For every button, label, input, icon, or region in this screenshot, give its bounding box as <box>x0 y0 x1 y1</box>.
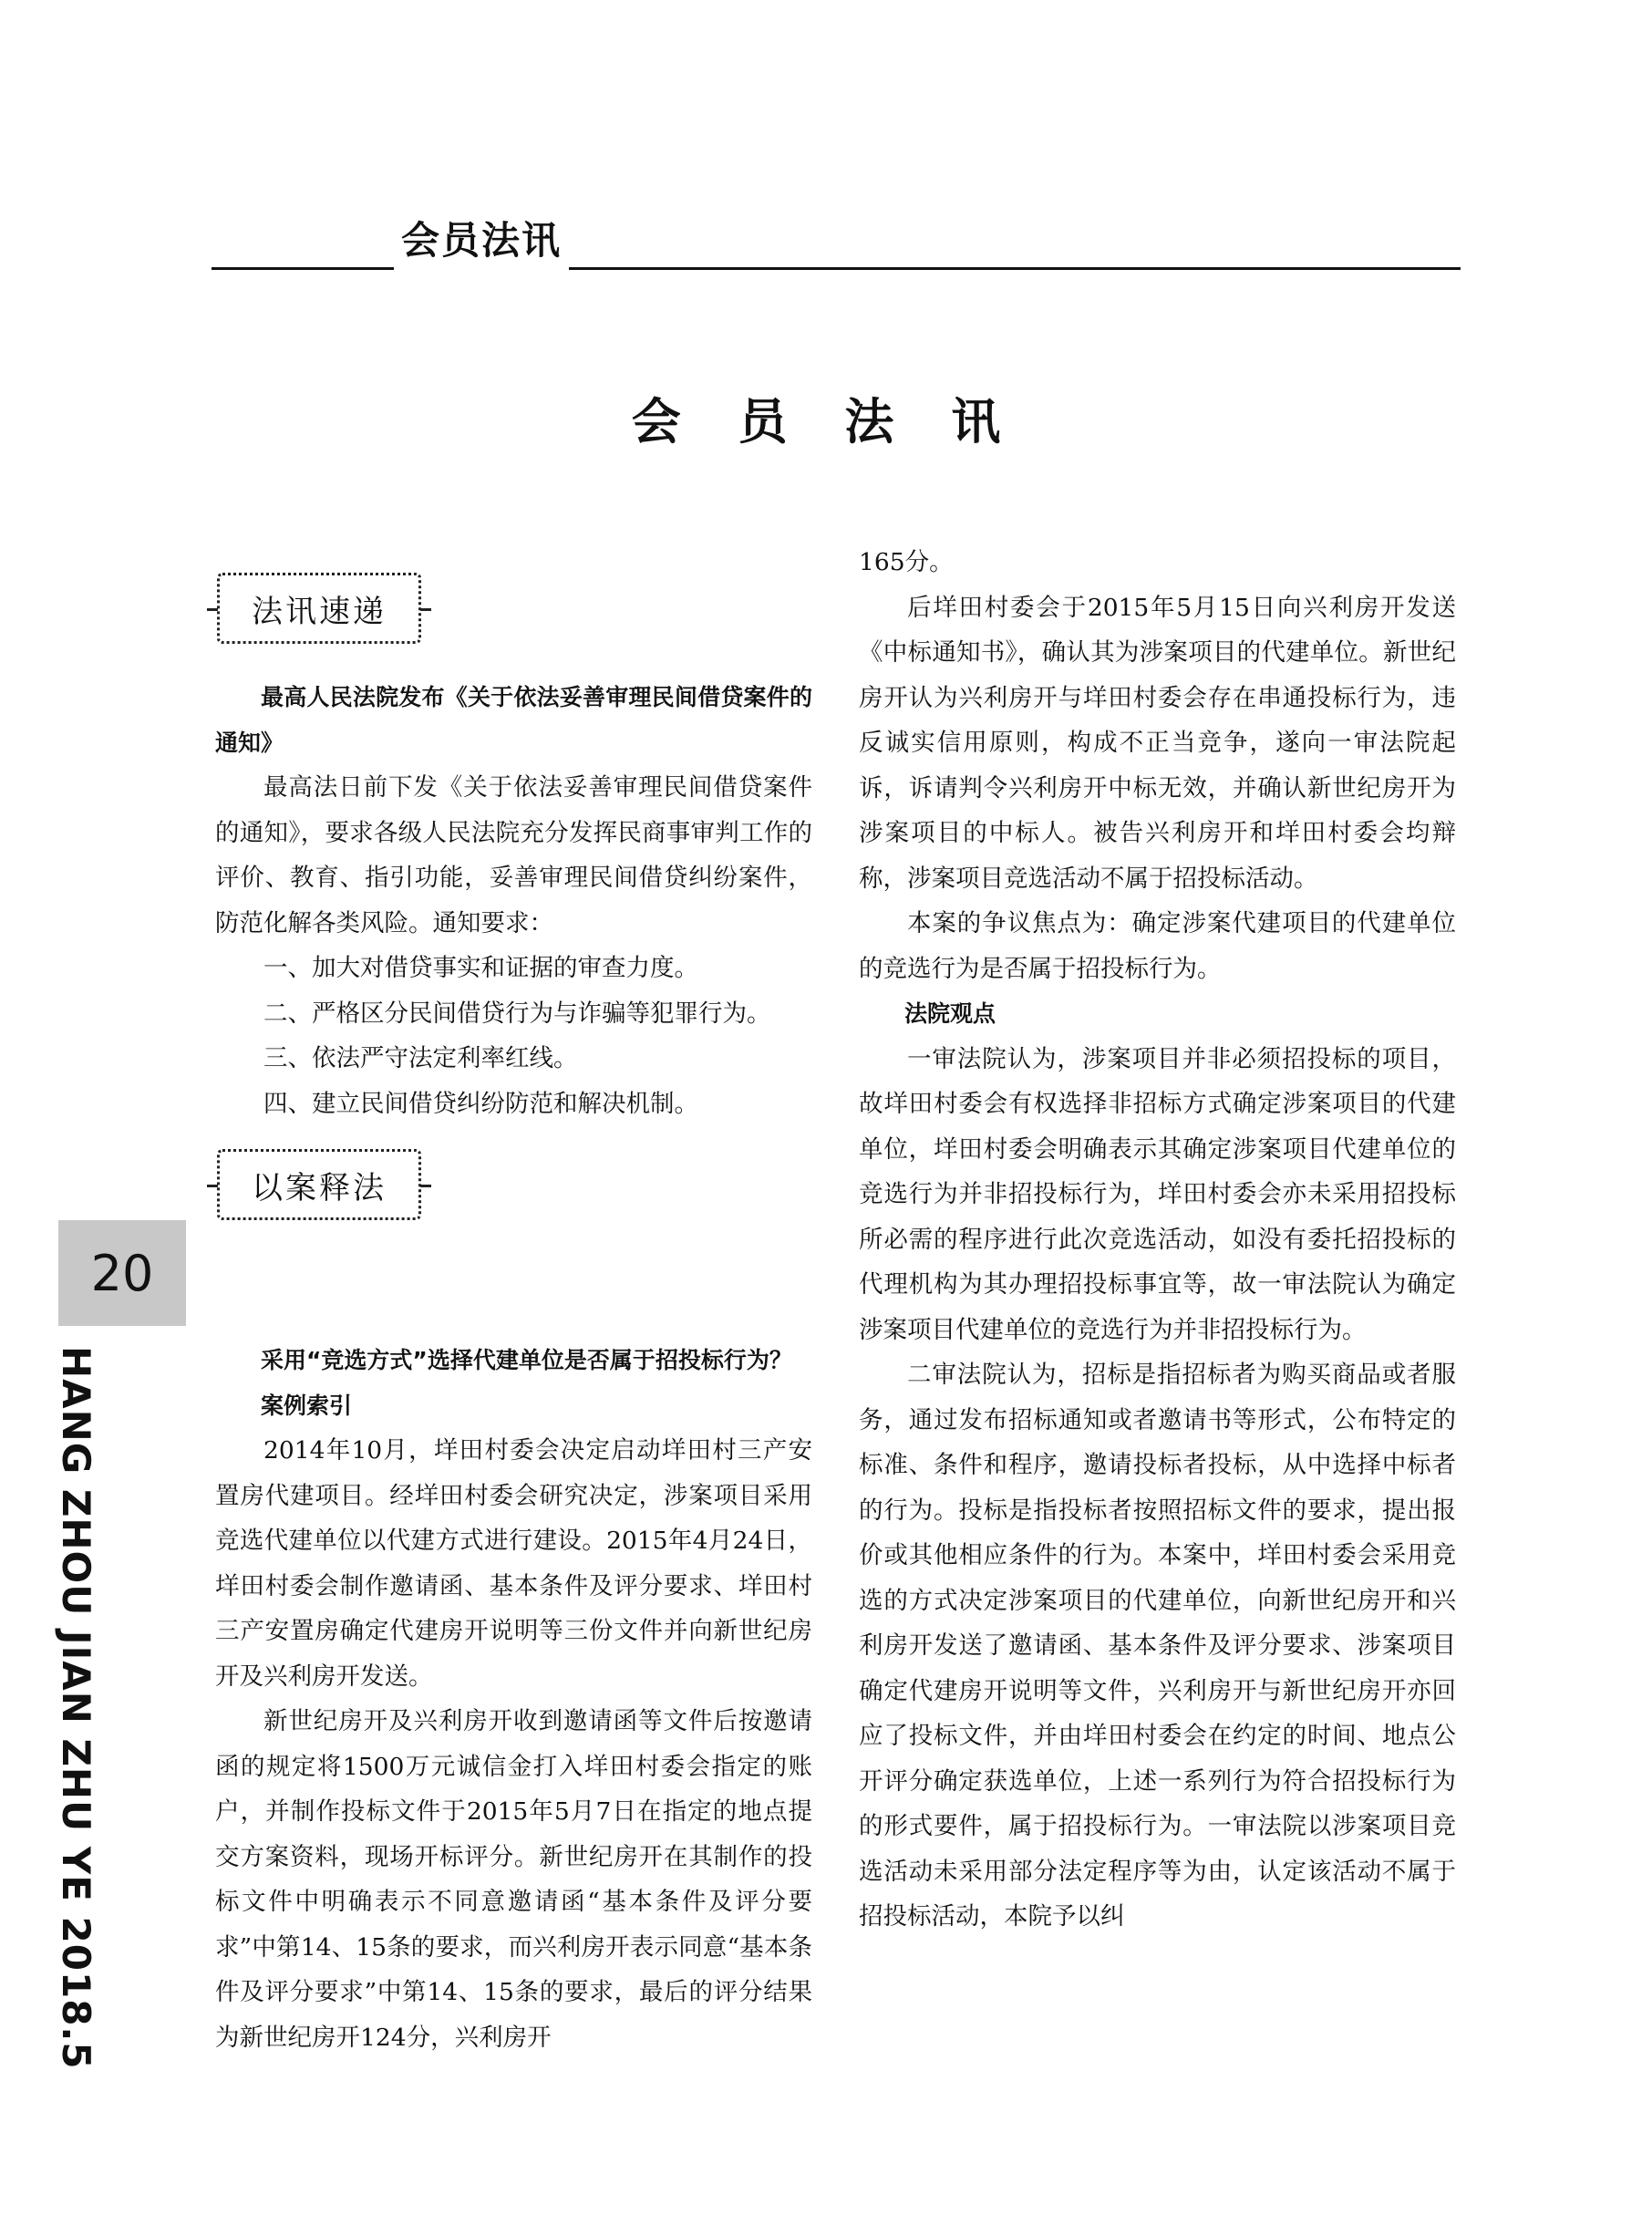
news-body: 最高法日前下发《关于依法妥善审理民间借贷案件的通知》，要求各级人民法院充分发挥民商事审判工作的评价、教育、指引功能，妥善审理民间借贷纠纷案件，防范化解各类风险。通知要求： <box>215 773 812 937</box>
case-paragraph: 后垟田村委会于2015年5月15日向兴利房开发送《中标通知书》，确认其为涉案项目的代建单位。新世纪房开认为兴利房开与垟田村委会存在串通投标行为，违反诚实信用原则，构成不正当竞争，遂向一审法院起诉，诉请判令兴利房开中标无效，并确认新世纪房开为涉案项目的中标人。被告兴利房开和垟田村委会均辩称，涉案项目竞选活动不属于招投标活动。 <box>859 593 1456 893</box>
news-headline: 最高人民法院发布《关于依法妥善审理民间借贷案件的通知》 <box>215 684 812 756</box>
section-box-news <box>217 573 421 644</box>
case-paragraph: 新世纪房开及兴利房开收到邀请函等文件后按邀请函的规定将1500万元诚信金打入垟田村委会指定的账户，并制作投标文件于2015年5月7日在指定的地点提交方案资料，现场开标评分。新世纪房开在其制作的投标文件中明确表示不同意邀请函“基本条件及评分要求”中第14、15条的要求，而兴利房开表示同意“基本条件及评分要求”中第14、15条的要求，最后的评分结果为新世纪房开124分，兴利房开 <box>215 1707 812 2052</box>
section-box-label: 法讯速递 <box>252 593 387 630</box>
running-header <box>212 215 1461 270</box>
page-number: 20 <box>58 1220 186 1326</box>
list-item: 三、依法严守法定利率红线。 <box>263 1044 578 1072</box>
list-item: 四、建立民间借贷纠纷防范和解决机制。 <box>263 1089 698 1118</box>
case-paragraph: 本案的争议焦点为：确定涉案代建项目的代建单位的竞选行为是否属于招投标行为。 <box>859 909 1456 983</box>
section-box-case <box>217 1149 421 1220</box>
left-column <box>215 675 812 2060</box>
case-paragraph: 165分。 <box>859 548 954 576</box>
case-paragraph: 二审法院认为，招标是指招标者为购买商品或者服务，通过发布招标通知或者邀请书等形式，公布特定的标准、条件和程序，邀请投标者投标，从中选择中标者的行为。投标是指投标者按照招标文件的要求，提出报价或其他相应条件的行为。本案中，垟田村委会采用竞选的方式决定涉案项目的代建单位，向新世纪房开和兴利房开发送了邀请函、基本条件及评分要求、涉案项目确定代建房开说明等文件，兴利房开与新世纪房开亦回应了投标文件，并由垟田村委会在约定的时间、地点公开评分确定获选单位，上述一系列行为符合招投标行为的形式要件，属于招投标行为。一审法院以涉案项目竞选活动未采用部分法定程序等为由，认定该活动不属于招投标活动，本院予以纠 <box>859 1361 1456 1931</box>
list-item: 一、加大对借贷事实和证据的审查力度。 <box>263 954 698 982</box>
right-column <box>859 540 1456 1940</box>
section-box-label: 以案释法 <box>252 1169 387 1206</box>
case-headline: 采用“竞选方式”选择代建单位是否属于招投标行为？ <box>261 1347 792 1373</box>
page-title: 会 员 法 讯 <box>631 393 1021 450</box>
case-index-label: 案例索引 <box>261 1392 353 1419</box>
journal-label: HANG ZHOU JIAN ZHU YE 2018.5 <box>54 1346 98 2070</box>
case-paragraph: 2014年10月，垟田村委会决定启动垟田村三产安置房代建项目。经垟田村委会研究决定，涉案项目采用竞选代建单位以代建方式进行建设。2015年4月24日，垟田村委会制作邀请函、基本条件及评分要求、垟田村三产安置房确定代建房开说明等三份文件并向新世纪房开及兴利房开发送。 <box>215 1436 812 1691</box>
case-paragraph: 一审法院认为，涉案项目并非必须招投标的项目，故垟田村委会有权选择非招标方式确定涉案项目的代建单位，垟田村委会明确表示其确定涉案项目代建单位的竞选行为并非招投标行为，垟田村委会亦未采用招投标所必需的程序进行此次竞选活动，如没有委托招投标的代理机构为其办理招投标事宜等，故一审法院认为确定涉案项目代建单位的竞选行为并非招投标行为。 <box>859 1044 1456 1344</box>
header-section-label: 会员法讯 <box>394 215 569 270</box>
court-view-label: 法院观点 <box>904 1000 996 1027</box>
list-item: 二、严格区分民间借贷行为与诈骗等犯罪行为。 <box>263 999 771 1028</box>
